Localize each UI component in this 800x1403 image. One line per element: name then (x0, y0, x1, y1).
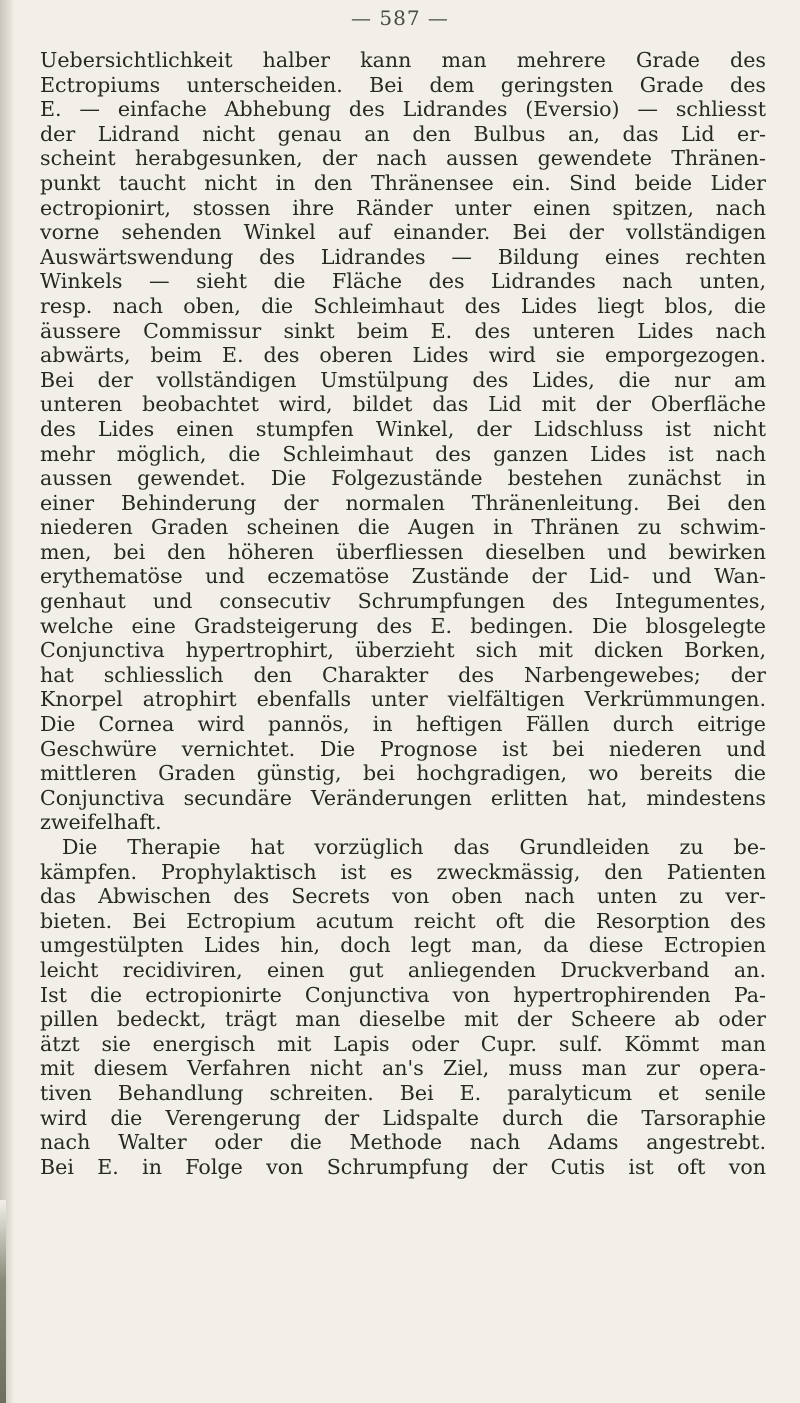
text-line: Bei E. in Folge von Schrumpfung der Cutis ist oft von (40, 1154, 766, 1179)
body-text (40, 48, 766, 1179)
text-line: Ectropiums unterscheiden. Bei dem geringsten Grade des (40, 72, 766, 97)
text-line: ätzt sie energisch mit Lapis oder Cupr. sulf. Kömmt man (40, 1031, 766, 1056)
text-line: Winkels — sieht die Fläche des Lidrandes nach unten, (40, 269, 766, 294)
text-line: aussen gewendet. Die Folgezustände bestehen zunächst in (40, 466, 766, 491)
page-number: — 587 — (351, 6, 449, 30)
text-line: genhaut und consecutiv Schrumpfungen des Integumentes, (40, 589, 766, 614)
text-line: leicht recidiviren, einen gut anliegenden Druckverband an. (40, 957, 766, 982)
text-line: das Abwischen des Secrets von oben nach unten zu ver- (40, 884, 766, 909)
text-line: tiven Behandlung schreiten. Bei E. paralyticum et senile (40, 1080, 766, 1105)
text-line: kämpfen. Prophylaktisch ist es zweckmässig, den Patienten (40, 859, 766, 884)
text-line: Conjunctiva hypertrophirt, überzieht sich mit dicken Borken, (40, 638, 766, 663)
text-line: des Lides einen stumpfen Winkel, der Lidschluss ist nicht (40, 416, 766, 441)
text-line: niederen Graden scheinen die Augen in Thränen zu schwim- (40, 515, 766, 540)
text-line: Conjunctiva secundäre Veränderungen erlitten hat, mindestens (40, 785, 766, 810)
text-line: punkt taucht nicht in den Thränensee ein. Sind beide Lider (40, 170, 766, 195)
text-line: resp. nach oben, die Schleimhaut des Lides liegt blos, die (40, 293, 766, 318)
text-line: Bei der vollständigen Umstülpung des Lides, die nur am (40, 367, 766, 392)
text-line: der Lidrand nicht genau an den Bulbus an, das Lid er- (40, 121, 766, 146)
text-line: erythematöse und eczematöse Zustände der Lid- und Wan- (40, 564, 766, 589)
text-line: Knorpel atrophirt ebenfalls unter vielfältigen Verkrümmungen. (40, 687, 766, 712)
text-line: pillen bedeckt, trägt man dieselbe mit der Scheere ab oder (40, 1007, 766, 1032)
text-line: E. — einfache Abhebung des Lidrandes (Eversio) — schliesst (40, 97, 766, 122)
text-line: Geschwüre vernichtet. Die Prognose ist bei niederen und (40, 736, 766, 761)
text-line: wird die Verengerung der Lidspalte durch die Tarsoraphie (40, 1105, 766, 1130)
text-line: hat schliesslich den Charakter des Narbengewebes; der (40, 662, 766, 687)
text-line: einer Behinderung der normalen Thränenleitung. Bei den (40, 490, 766, 515)
text-line: unteren beobachtet wird, bildet das Lid mit der Oberfläche (40, 392, 766, 417)
page-edge-shadow (0, 1200, 6, 1403)
text-line: Auswärtswendung des Lidrandes — Bildung eines rechten (40, 244, 766, 269)
text-line: abwärts, beim E. des oberen Lides wird sie emporgezogen. (40, 343, 766, 368)
text-line: mit diesem Verfahren nicht an's Ziel, muss man zur opera- (40, 1056, 766, 1081)
text-line: scheint herabgesunken, der nach aussen gewendete Thränen- (40, 146, 766, 171)
text-line: Die Therapie hat vorzüglich das Grundleiden zu be- (62, 835, 766, 859)
text-line: äussere Commissur sinkt beim E. des unteren Lides nach (40, 318, 766, 343)
text-line: umgestülpten Lides hin, doch legt man, da diese Ectropien (40, 933, 766, 958)
text-line: Ist die ectropionirte Conjunctiva von hypertrophirenden Pa- (40, 982, 766, 1007)
text-line: mittleren Graden günstig, bei hochgradigen, wo bereits die (40, 761, 766, 786)
text-line: mehr möglich, die Schleimhaut des ganzen Lides ist nach (40, 441, 766, 466)
text-line: Die Cornea wird pannös, in heftigen Fällen durch eitrige (40, 712, 766, 737)
text-line: bieten. Bei Ectropium acutum reicht oft die Resorption des (40, 908, 766, 933)
text-line: Uebersichtlichkeit halber kann man mehrere Grade des (40, 48, 766, 72)
text-line: zweifelhaft. (40, 810, 162, 835)
text-line: ectropionirt, stossen ihre Ränder unter einen spitzen, nach (40, 195, 766, 220)
text-line: men, bei den höheren überfliessen dieselben und bewirken (40, 539, 766, 564)
text-line: welche eine Gradsteigerung des E. bedingen. Die blosgelegte (40, 613, 766, 638)
text-line: nach Walter oder die Methode nach Adams angestrebt. (40, 1130, 766, 1155)
text-line: vorne sehenden Winkel auf einander. Bei der vollständigen (40, 220, 766, 245)
page-gutter-shadow (0, 0, 14, 1403)
